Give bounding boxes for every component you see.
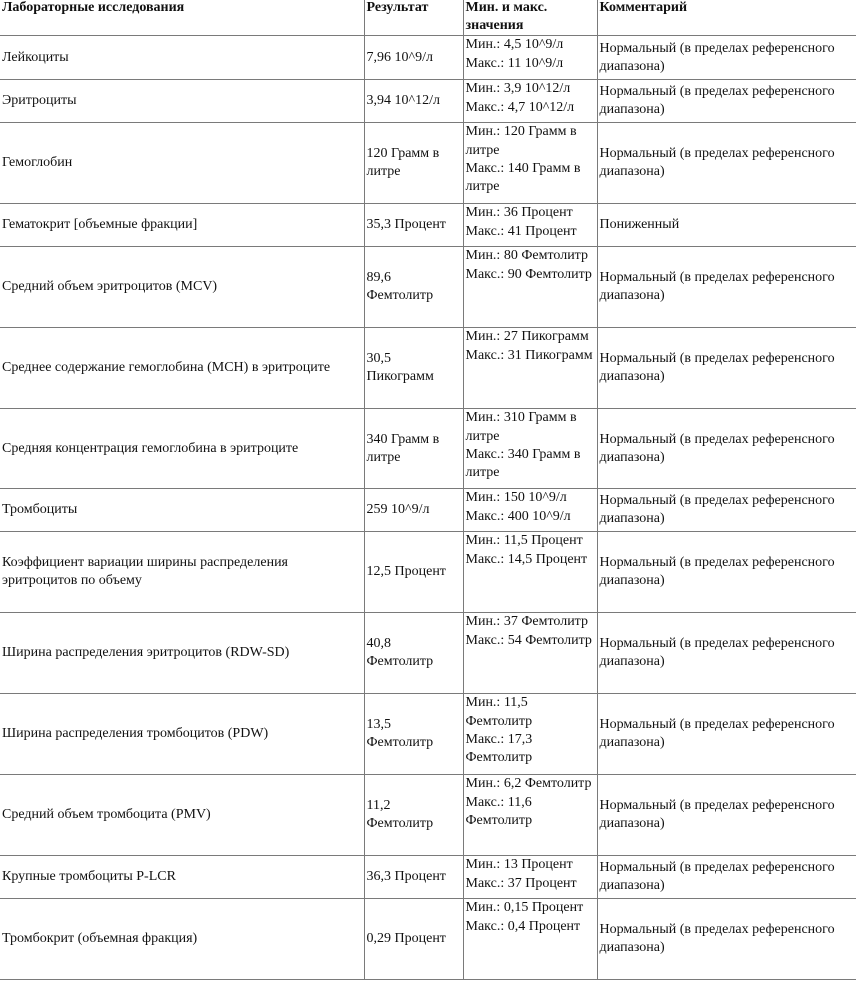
test-comment: Нормальный (в пределах референсного диапазона): [597, 123, 856, 204]
range-min: Мин.: 3,9 10^12/л: [465, 81, 571, 97]
reference-range: [463, 775, 597, 856]
test-result: 120 Грамм в литре: [364, 123, 463, 204]
test-comment: Нормальный (в пределах референсного диапазона): [597, 613, 856, 694]
table-row: [0, 899, 856, 980]
reference-range: [463, 489, 597, 532]
header-test: Лабораторные исследования: [0, 0, 364, 36]
reference-range: [463, 328, 597, 409]
test-name: Лейкоциты: [0, 36, 364, 80]
header-result: Результат: [364, 0, 463, 36]
reference-range: [463, 532, 597, 613]
test-result: 89,6 Фемтолитр: [364, 247, 463, 328]
test-comment: Нормальный (в пределах референсного диапазона): [597, 899, 856, 980]
test-comment: Нормальный (в пределах референсного диапазона): [597, 409, 856, 489]
header-range: Мин. и макс. значения: [463, 0, 597, 36]
range-min: Мин.: 310 Грамм в литре: [465, 410, 577, 444]
test-comment: Нормальный (в пределах референсного диапазона): [597, 856, 856, 899]
reference-range: [463, 247, 597, 328]
table-row: [0, 532, 856, 613]
range-max: Макс.: 14,5 Процент: [465, 551, 588, 567]
table-row: [0, 204, 856, 247]
reference-range: [463, 123, 597, 204]
range-max: Макс.: 11,6 Фемтолитр: [465, 794, 533, 828]
range-max: Макс.: 90 Фемтолитр: [465, 266, 592, 282]
header-row: [0, 0, 856, 36]
test-name: Тромбокрит (объемная фракция): [0, 899, 364, 980]
range-min: Мин.: 27 Пикограмм: [465, 329, 589, 345]
test-name: Крупные тромбоциты P-LCR: [0, 856, 364, 899]
table-row: [0, 36, 856, 80]
reference-range: [463, 694, 597, 775]
test-comment: Нормальный (в пределах референсного диапазона): [597, 694, 856, 775]
range-max: Макс.: 17,3 Фемтолитр: [465, 731, 533, 766]
range-max: Макс.: 54 Фемтолитр: [465, 632, 592, 648]
test-result: 13,5 Фемтолитр: [364, 694, 463, 775]
range-max: Макс.: 31 Пикограмм: [465, 347, 593, 363]
table-row: [0, 489, 856, 532]
table-row: [0, 80, 856, 123]
range-max: Макс.: 4,7 10^12/л: [465, 99, 575, 115]
test-name: Ширина распределения тромбоцитов (PDW): [0, 694, 364, 775]
reference-range: [463, 80, 597, 123]
test-name: Гемоглобин: [0, 123, 364, 204]
test-comment: Нормальный (в пределах референсного диапазона): [597, 328, 856, 409]
test-name: Средняя концентрация гемоглобина в эритроците: [0, 409, 364, 489]
test-comment: Нормальный (в пределах референсного диапазона): [597, 80, 856, 123]
test-result: 30,5 Пикограмм: [364, 328, 463, 409]
range-max: Макс.: 37 Процент: [465, 875, 577, 891]
test-name: Гематокрит [объемные фракции]: [0, 204, 364, 247]
test-comment: Нормальный (в пределах референсного диапазона): [597, 775, 856, 856]
test-comment: Нормальный (в пределах референсного диапазона): [597, 247, 856, 328]
table-row: [0, 694, 856, 775]
range-min: Мин.: 150 10^9/л: [465, 490, 567, 506]
test-result: 340 Грамм в литре: [364, 409, 463, 489]
table-row: [0, 328, 856, 409]
reference-range: [463, 856, 597, 899]
table-row: [0, 247, 856, 328]
range-min: Мин.: 37 Фемтолитр: [465, 614, 588, 630]
test-comment: Нормальный (в пределах референсного диапазона): [597, 532, 856, 613]
test-result: 11,2 Фемтолитр: [364, 775, 463, 856]
test-result: 259 10^9/л: [364, 489, 463, 532]
test-comment: Нормальный (в пределах референсного диапазона): [597, 36, 856, 80]
header-comment: Комментарий: [597, 0, 856, 36]
range-min: Мин.: 6,2 Фемтолитр: [465, 776, 592, 792]
range-min: Мин.: 4,5 10^9/л: [465, 37, 564, 53]
test-result: 40,8 Фемтолитр: [364, 613, 463, 694]
test-result: 0,29 Процент: [364, 899, 463, 980]
test-name: Ширина распределения эритроцитов (RDW-SD): [0, 613, 364, 694]
range-min: Мин.: 11,5 Процент: [465, 533, 583, 549]
test-name: Коэффициент вариации ширины распределения эритроцитов по объему: [0, 532, 364, 613]
test-name: Средний объем эритроцитов (MCV): [0, 247, 364, 328]
reference-range: [463, 36, 597, 80]
table-row: [0, 613, 856, 694]
range-max: Макс.: 11 10^9/л: [465, 55, 564, 71]
test-result: 3,94 10^12/л: [364, 80, 463, 123]
reference-range: [463, 899, 597, 980]
table-row: [0, 856, 856, 899]
table-row: [0, 775, 856, 856]
range-min: Мин.: 120 Грамм в литре: [465, 124, 577, 158]
test-result: 35,3 Процент: [364, 204, 463, 247]
test-name: Среднее содержание гемоглобина (MCH) в эритроците: [0, 328, 364, 409]
test-comment: Пониженный: [597, 204, 856, 247]
range-min: Мин.: 11,5 Фемтолитр: [465, 695, 533, 729]
table-body: [0, 36, 856, 980]
range-max: Макс.: 340 Грамм в литре: [465, 446, 581, 481]
range-min: Мин.: 13 Процент: [465, 857, 573, 873]
table-row: [0, 123, 856, 204]
test-comment: Нормальный (в пределах референсного диапазона): [597, 489, 856, 532]
range-min: Мин.: 0,15 Процент: [465, 900, 584, 916]
reference-range: [463, 409, 597, 489]
range-max: Макс.: 0,4 Процент: [465, 918, 581, 934]
range-min: Мин.: 36 Процент: [465, 205, 573, 221]
reference-range: [463, 204, 597, 247]
test-name: Эритроциты: [0, 80, 364, 123]
test-name: Тромбоциты: [0, 489, 364, 532]
range-min: Мин.: 80 Фемтолитр: [465, 248, 588, 264]
range-max: Макс.: 140 Грамм в литре: [465, 160, 581, 195]
test-result: 12,5 Процент: [364, 532, 463, 613]
test-name: Средний объем тромбоцита (PMV): [0, 775, 364, 856]
reference-range: [463, 613, 597, 694]
table-row: [0, 409, 856, 489]
test-result: 36,3 Процент: [364, 856, 463, 899]
range-max: Макс.: 41 Процент: [465, 223, 577, 239]
test-result: 7,96 10^9/л: [364, 36, 463, 80]
range-max: Макс.: 400 10^9/л: [465, 508, 571, 524]
